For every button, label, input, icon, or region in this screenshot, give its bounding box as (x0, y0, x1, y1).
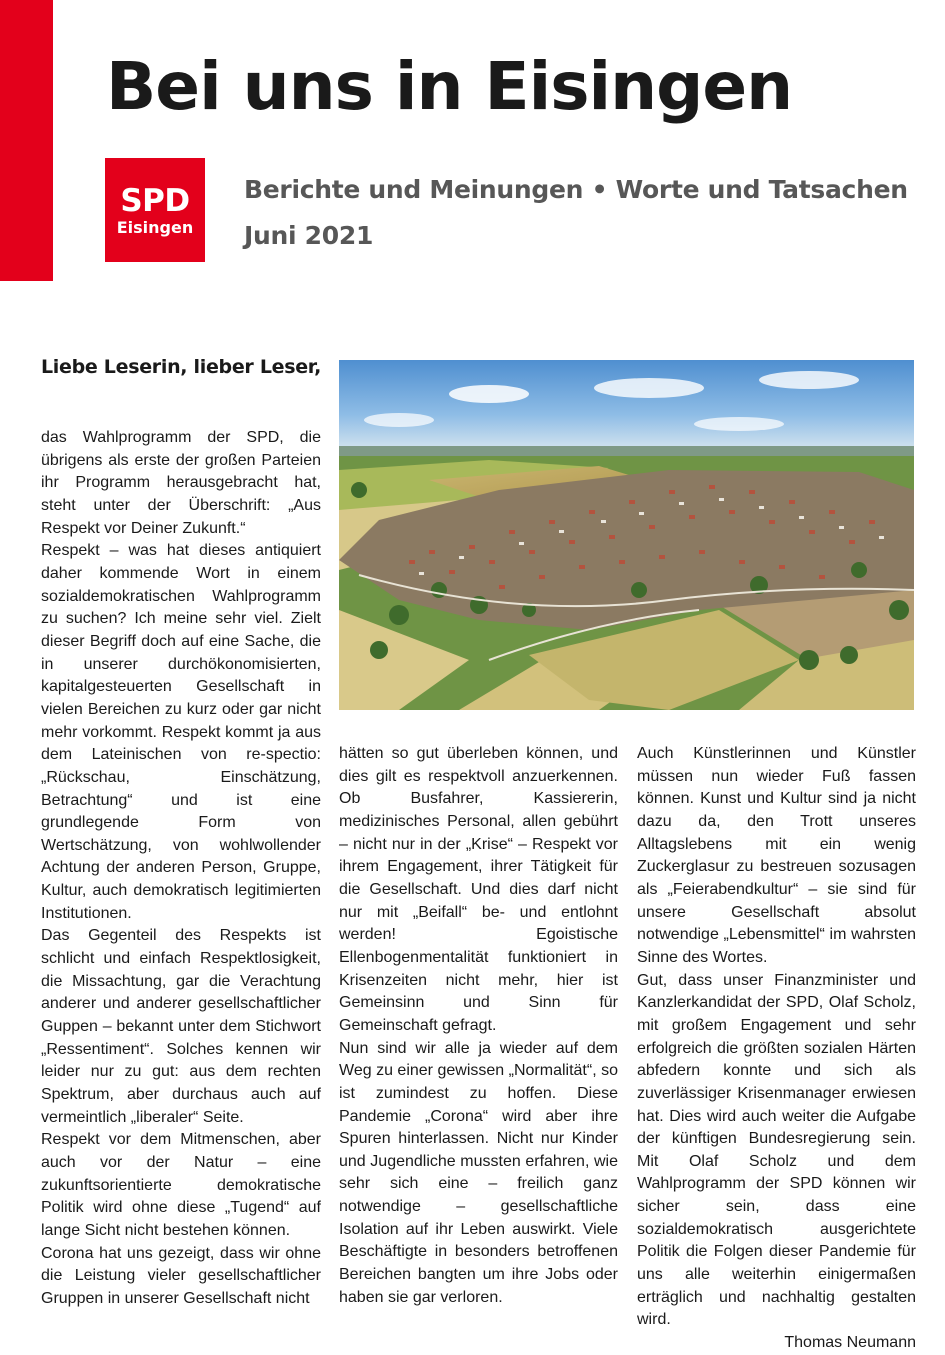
paragraph: Nun sind wir alle ja wieder auf dem Weg zu einer gewissen „Normalität“, so ist zumindest zu hoffen. Diese Pandemie „Corona“ wird aber ihre Spuren hinterlassen. Nicht nur Kinder und Jugendliche mussten erfahren, wie sehr sich eine – freilich ganz notwendige – gesellschaftliche Isolation auf ihr Leben auswirkt. Viele Beschäftigte in besonders betroffenen Bereichen bangten um ihre Jobs oder haben sie gar verloren. (339, 1039, 618, 1306)
paragraph: Gut, dass unser Finanzminister und Kanzlerkandidat der SPD, Olaf Scholz, mit großem Engagement und sehr erfolgreich die größten sozialen Härten abfedern konnte und sich als zuverlässiger Krisenmanager erwiesen hat. Dies wird auch weiter die Aufgabe der künftigen Bundesregierung sein. Mit Olaf Scholz und dem Wahlprogramm der SPD können wir sicher sein, dass eine sozialdemokratisch ausgerichtete Politik die Folgen dieser Pandemie für uns alle weiterhin einigermaßen erträglich und nachhaltig gestalten wird. (637, 971, 916, 1329)
article-column-2 (339, 743, 618, 1309)
logo-text-eisingen: Eisingen (116, 218, 194, 237)
paragraph: Respekt vor dem Mitmenschen, aber auch vor der Natur – eine zukunftsorientierte demokratische Politik wird ohne diese „Tugend“ auf lange Sicht nicht bestehen können. (41, 1131, 321, 1239)
aerial-village-photo (339, 360, 914, 710)
article-column-1 (41, 427, 321, 1311)
spd-logo (105, 158, 205, 262)
red-accent-bar (0, 0, 53, 281)
paragraph: Respekt – was hat dieses antiquiert daher kommende Wort in einem sozialdemokratischen Wahlprogramm zu suchen? Ich meine sehr viel. Zielt dieser Begriff doch auf eine Sache, die in unserer durchökonomisierten, kapitalgesteuerten Gesellschaft in vielen Bereichen zu kurz oder gar nicht mehr vorkommt. Respekt kommt ja aus dem Lateinischen von re-spectio: „Rückschau, Einschätzung, Betrachtung“ und ist eine grundlegende Form von Wertschätzung, von wohlwollender Achtung der anderen Person, Gruppe, Kultur, auch demokratisch legitimierten Institutionen. (41, 542, 321, 922)
paragraph: hätten so gut überleben können, und dies gilt es respektvoll anzuerkennen. Ob Busfahrer, Kassiererin, medizinisches Personal, allen gebührt – nicht nur in der „Krise“ – Respekt vor ihrem Engagement, ihrer Tätigkeit für die Gesellschaft. Und dies darf nicht nur mit „Beifall“ be- und entlohnt werden! Egoistische Ellenbogenmentalität funktioniert in Krisenzeiten nicht mehr, hier ist Gemeinsinn und Sinn für Gemeinschaft gefragt. (339, 745, 618, 1034)
article-greeting: Liebe Leserin, lieber Leser, (41, 356, 322, 378)
logo-text-spd: SPD (120, 183, 190, 219)
article-column-3 (637, 743, 916, 1355)
author-signature: Thomas Neumann (784, 1334, 916, 1352)
subtitle: Berichte und Meinungen • Worte und Tatsachen (244, 175, 908, 204)
paragraph: Auch Künstlerinnen und Künstler müssen nun wieder Fuß fassen können. Kunst und Kultur sind ja nicht dazu da, den Trott unseres Alltagslebens mit ein wenig Zuckerglasur zu bestreuen sozusagen als „Feierabendkultur“ – sie sind für unsere Gesellschaft absolut notwendige „Lebensmittel“ im wahrsten Sinne des Wortes. (637, 745, 916, 966)
paragraph: Corona hat uns gezeigt, dass wir ohne die Leistung vieler gesellschaftlicher Gruppen in unserer Gesellschaft nicht (41, 1244, 321, 1307)
paragraph: Das Gegenteil des Respekts ist schlicht und einfach Respektlosigkeit, die Missachtung, gar die Verachtung anderer und anderer gesellschaftlicher Guppen – bekannt unter dem Stichwort „Ressentiment“. Solches kennen wir leider nur zu gut: aus dem rechten Spektrum, aber durchaus auch auf vermeintlich „liberaler“ Seite. (41, 927, 321, 1126)
issue-date: Juni 2021 (244, 221, 374, 250)
page-title: Bei uns in Eisingen (106, 48, 793, 125)
paragraph: das Wahlprogramm der SPD, die übrigens als erste der großen Parteien ihr Programm herausgebracht hat, steht unter der Überschrift: „Aus Respekt vor Deiner Zukunft.“ (41, 429, 321, 537)
